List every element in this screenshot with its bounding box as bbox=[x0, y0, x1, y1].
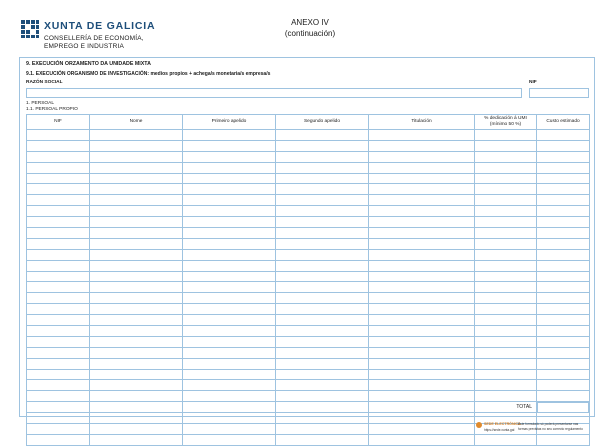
table-row bbox=[27, 228, 590, 239]
table-cell-custo[interactable] bbox=[537, 326, 590, 337]
table-cell-nome[interactable] bbox=[90, 206, 183, 217]
table-cell-nif[interactable] bbox=[27, 369, 90, 380]
table-cell-dedicacion[interactable] bbox=[475, 130, 537, 141]
table-cell-nif[interactable] bbox=[27, 326, 90, 337]
table-cell-primeiro-apelido[interactable] bbox=[183, 358, 276, 369]
annex-title: ANEXO IV bbox=[291, 18, 329, 27]
table-cell-primeiro-apelido[interactable] bbox=[183, 173, 276, 184]
table-cell-titulacion[interactable] bbox=[369, 391, 475, 402]
table-cell-titulacion[interactable] bbox=[369, 347, 475, 358]
table-cell-custo[interactable] bbox=[537, 173, 590, 184]
table-cell-primeiro-apelido[interactable] bbox=[183, 130, 276, 141]
table-cell-nome[interactable] bbox=[90, 140, 183, 151]
table-cell-titulacion[interactable] bbox=[369, 369, 475, 380]
table-cell-nif[interactable] bbox=[27, 228, 90, 239]
table-cell-nif[interactable] bbox=[27, 184, 90, 195]
column-header-segundo-apelido: Segundo apelido bbox=[276, 115, 369, 130]
table-cell-custo[interactable] bbox=[537, 315, 590, 326]
table-cell-dedicacion[interactable] bbox=[475, 336, 537, 347]
table-row bbox=[27, 195, 590, 206]
table-cell-segundo-apelido[interactable] bbox=[276, 151, 369, 162]
table-row bbox=[27, 380, 590, 391]
table-cell-nif[interactable] bbox=[27, 260, 90, 271]
table-cell-segundo-apelido[interactable] bbox=[276, 228, 369, 239]
table-cell-segundo-apelido[interactable] bbox=[276, 434, 369, 445]
table-cell-primeiro-apelido[interactable] bbox=[183, 162, 276, 173]
table-row bbox=[27, 304, 590, 315]
table-cell-segundo-apelido[interactable] bbox=[276, 347, 369, 358]
table-cell-dedicacion[interactable] bbox=[475, 140, 537, 151]
table-cell-titulacion[interactable] bbox=[369, 249, 475, 260]
table-row bbox=[27, 206, 590, 217]
table-cell-dedicacion[interactable] bbox=[475, 195, 537, 206]
table-cell-nome[interactable] bbox=[90, 130, 183, 141]
table-cell-segundo-apelido[interactable] bbox=[276, 282, 369, 293]
total-label: TOTAL bbox=[516, 404, 532, 410]
table-cell-dedicacion[interactable] bbox=[475, 304, 537, 315]
table-row bbox=[27, 184, 590, 195]
table-cell-nome[interactable] bbox=[90, 260, 183, 271]
table-cell-segundo-apelido[interactable] bbox=[276, 140, 369, 151]
personal-label: 1. PERSOAL bbox=[26, 101, 54, 106]
table-cell-nif[interactable] bbox=[27, 217, 90, 228]
table-cell-dedicacion[interactable] bbox=[475, 271, 537, 282]
table-cell-titulacion[interactable] bbox=[369, 336, 475, 347]
table-cell-titulacion[interactable] bbox=[369, 217, 475, 228]
table-cell-segundo-apelido[interactable] bbox=[276, 195, 369, 206]
table-cell-segundo-apelido[interactable] bbox=[276, 130, 369, 141]
table-cell-custo[interactable] bbox=[537, 358, 590, 369]
table-cell-nif[interactable] bbox=[27, 315, 90, 326]
table-row bbox=[27, 238, 590, 249]
column-header-custo: Custo estimado bbox=[537, 115, 590, 130]
table-cell-titulacion[interactable] bbox=[369, 173, 475, 184]
table-cell-dedicacion[interactable] bbox=[475, 434, 537, 445]
table-cell-nome[interactable] bbox=[90, 434, 183, 445]
table-cell-nif[interactable] bbox=[27, 238, 90, 249]
table-cell-nome[interactable] bbox=[90, 195, 183, 206]
footer-url[interactable]: https://sede.xunta.gal bbox=[484, 428, 515, 432]
table-cell-dedicacion[interactable] bbox=[475, 206, 537, 217]
table-cell-nif[interactable] bbox=[27, 293, 90, 304]
table-cell-titulacion[interactable] bbox=[369, 282, 475, 293]
table-cell-dedicacion[interactable] bbox=[475, 162, 537, 173]
table-cell-primeiro-apelido[interactable] bbox=[183, 402, 276, 413]
table-cell-nome[interactable] bbox=[90, 238, 183, 249]
table-cell-custo[interactable] bbox=[537, 336, 590, 347]
table-cell-primeiro-apelido[interactable] bbox=[183, 282, 276, 293]
table-cell-nome[interactable] bbox=[90, 162, 183, 173]
table-cell-nome[interactable] bbox=[90, 369, 183, 380]
table-cell-nif[interactable] bbox=[27, 380, 90, 391]
nif-label: NIF bbox=[529, 80, 537, 85]
table-cell-titulacion[interactable] bbox=[369, 162, 475, 173]
table-cell-titulacion[interactable] bbox=[369, 434, 475, 445]
table-cell-nome[interactable] bbox=[90, 151, 183, 162]
table-cell-primeiro-apelido[interactable] bbox=[183, 140, 276, 151]
table-cell-nome[interactable] bbox=[90, 217, 183, 228]
table-cell-custo[interactable] bbox=[537, 162, 590, 173]
table-cell-segundo-apelido[interactable] bbox=[276, 260, 369, 271]
table-row bbox=[27, 249, 590, 260]
staff-table bbox=[26, 114, 590, 446]
table-cell-dedicacion[interactable] bbox=[475, 369, 537, 380]
table-cell-primeiro-apelido[interactable] bbox=[183, 293, 276, 304]
razon-social-label: RAZÓN SOCIAL bbox=[26, 80, 63, 85]
table-cell-primeiro-apelido[interactable] bbox=[183, 151, 276, 162]
table-cell-segundo-apelido[interactable] bbox=[276, 413, 369, 424]
table-cell-segundo-apelido[interactable] bbox=[276, 391, 369, 402]
column-header-primeiro-apelido: Primeiro apelido bbox=[183, 115, 276, 130]
table-cell-titulacion[interactable] bbox=[369, 184, 475, 195]
table-cell-dedicacion[interactable] bbox=[475, 238, 537, 249]
table-cell-dedicacion[interactable] bbox=[475, 391, 537, 402]
table-cell-nif[interactable] bbox=[27, 271, 90, 282]
table-row bbox=[27, 369, 590, 380]
table-cell-titulacion[interactable] bbox=[369, 271, 475, 282]
table-cell-custo[interactable] bbox=[537, 369, 590, 380]
table-cell-nome[interactable] bbox=[90, 402, 183, 413]
table-cell-segundo-apelido[interactable] bbox=[276, 358, 369, 369]
table-cell-custo[interactable] bbox=[537, 217, 590, 228]
table-cell-segundo-apelido[interactable] bbox=[276, 184, 369, 195]
table-cell-segundo-apelido[interactable] bbox=[276, 424, 369, 435]
table-cell-dedicacion[interactable] bbox=[475, 260, 537, 271]
table-cell-nome[interactable] bbox=[90, 271, 183, 282]
table-cell-nome[interactable] bbox=[90, 184, 183, 195]
table-cell-primeiro-apelido[interactable] bbox=[183, 336, 276, 347]
razon-social-field[interactable] bbox=[26, 88, 522, 98]
table-cell-primeiro-apelido[interactable] bbox=[183, 434, 276, 445]
table-cell-custo[interactable] bbox=[537, 282, 590, 293]
table-cell-nif[interactable] bbox=[27, 140, 90, 151]
table-cell-dedicacion[interactable] bbox=[475, 293, 537, 304]
table-row bbox=[27, 173, 590, 184]
table-cell-segundo-apelido[interactable] bbox=[276, 336, 369, 347]
table-cell-segundo-apelido[interactable] bbox=[276, 315, 369, 326]
table-cell-titulacion[interactable] bbox=[369, 260, 475, 271]
table-cell-titulacion[interactable] bbox=[369, 304, 475, 315]
table-cell-titulacion[interactable] bbox=[369, 402, 475, 413]
sede-logo-icon bbox=[476, 422, 482, 428]
table-cell-primeiro-apelido[interactable] bbox=[183, 326, 276, 337]
table-row bbox=[27, 151, 590, 162]
table-cell-dedicacion[interactable] bbox=[475, 315, 537, 326]
table-cell-nif[interactable] bbox=[27, 282, 90, 293]
table-cell-segundo-apelido[interactable] bbox=[276, 206, 369, 217]
table-cell-titulacion[interactable] bbox=[369, 293, 475, 304]
table-cell-nif[interactable] bbox=[27, 249, 90, 260]
table-row bbox=[27, 358, 590, 369]
table-cell-dedicacion[interactable] bbox=[475, 347, 537, 358]
table-row bbox=[27, 434, 590, 445]
table-cell-nif[interactable] bbox=[27, 402, 90, 413]
column-header-nif: NIF bbox=[27, 115, 90, 130]
footer-line-1: Este formulario só poderá presentarse nas bbox=[518, 422, 579, 426]
table-cell-titulacion[interactable] bbox=[369, 130, 475, 141]
table-cell-nif[interactable] bbox=[27, 434, 90, 445]
table-cell-nome[interactable] bbox=[90, 249, 183, 260]
table-row bbox=[27, 271, 590, 282]
table-cell-titulacion[interactable] bbox=[369, 413, 475, 424]
personal-propio-label: 1.1. PERSOAL PROPIO bbox=[26, 107, 78, 112]
table-cell-dedicacion[interactable] bbox=[475, 151, 537, 162]
table-cell-primeiro-apelido[interactable] bbox=[183, 184, 276, 195]
table-cell-nome[interactable] bbox=[90, 304, 183, 315]
column-header-titulacion: Titulación bbox=[369, 115, 475, 130]
footer-line-2: formas previstas no seu correcto regulamento bbox=[518, 427, 583, 431]
table-cell-custo[interactable] bbox=[537, 140, 590, 151]
table-cell-segundo-apelido[interactable] bbox=[276, 293, 369, 304]
table-cell-segundo-apelido[interactable] bbox=[276, 326, 369, 337]
annex-subtitle: (continuación) bbox=[284, 29, 336, 38]
table-cell-primeiro-apelido[interactable] bbox=[183, 260, 276, 271]
table-cell-nome[interactable] bbox=[90, 293, 183, 304]
galicia-flag-icon bbox=[20, 19, 40, 39]
table-cell-primeiro-apelido[interactable] bbox=[183, 238, 276, 249]
table-cell-primeiro-apelido[interactable] bbox=[183, 413, 276, 424]
table-cell-nome[interactable] bbox=[90, 424, 183, 435]
table-cell-nif[interactable] bbox=[27, 195, 90, 206]
table-cell-titulacion[interactable] bbox=[369, 238, 475, 249]
table-cell-custo[interactable] bbox=[537, 260, 590, 271]
table-cell-nif[interactable] bbox=[27, 424, 90, 435]
table-cell-segundo-apelido[interactable] bbox=[276, 369, 369, 380]
table-cell-segundo-apelido[interactable] bbox=[276, 271, 369, 282]
table-row bbox=[27, 391, 590, 402]
table-cell-primeiro-apelido[interactable] bbox=[183, 424, 276, 435]
table-row bbox=[27, 326, 590, 337]
table-cell-dedicacion[interactable] bbox=[475, 282, 537, 293]
table-cell-custo[interactable] bbox=[537, 391, 590, 402]
table-row bbox=[27, 336, 590, 347]
table-cell-custo[interactable] bbox=[537, 184, 590, 195]
table-cell-nome[interactable] bbox=[90, 326, 183, 337]
table-row bbox=[27, 293, 590, 304]
table-cell-segundo-apelido[interactable] bbox=[276, 217, 369, 228]
table-cell-dedicacion[interactable] bbox=[475, 249, 537, 260]
table-cell-nif[interactable] bbox=[27, 151, 90, 162]
table-cell-nome[interactable] bbox=[90, 358, 183, 369]
table-cell-titulacion[interactable] bbox=[369, 326, 475, 337]
table-cell-custo[interactable] bbox=[537, 434, 590, 445]
table-cell-segundo-apelido[interactable] bbox=[276, 380, 369, 391]
table-cell-nif[interactable] bbox=[27, 173, 90, 184]
subsection-title: 9.1. EXECUCIÓN ORGANISMO DE INVESTIGACIÓN: medios propios + achega/s monetaria/s empresa/s bbox=[26, 71, 271, 77]
table-cell-nif[interactable] bbox=[27, 206, 90, 217]
table-cell-custo[interactable] bbox=[537, 304, 590, 315]
table-cell-primeiro-apelido[interactable] bbox=[183, 206, 276, 217]
table-cell-nome[interactable] bbox=[90, 228, 183, 239]
table-row bbox=[27, 162, 590, 173]
table-cell-dedicacion[interactable] bbox=[475, 184, 537, 195]
total-field[interactable] bbox=[537, 402, 589, 413]
table-cell-primeiro-apelido[interactable] bbox=[183, 391, 276, 402]
table-cell-dedicacion[interactable] bbox=[475, 228, 537, 239]
table-cell-custo[interactable] bbox=[537, 293, 590, 304]
org-line-2: EMPREGO E INDUSTRIA bbox=[44, 43, 125, 50]
table-cell-primeiro-apelido[interactable] bbox=[183, 347, 276, 358]
table-cell-dedicacion[interactable] bbox=[475, 326, 537, 337]
table-cell-nif[interactable] bbox=[27, 358, 90, 369]
table-cell-titulacion[interactable] bbox=[369, 195, 475, 206]
table-cell-custo[interactable] bbox=[537, 238, 590, 249]
table-cell-custo[interactable] bbox=[537, 249, 590, 260]
table-cell-nome[interactable] bbox=[90, 413, 183, 424]
table-row bbox=[27, 260, 590, 271]
table-cell-custo[interactable] bbox=[537, 380, 590, 391]
table-cell-segundo-apelido[interactable] bbox=[276, 304, 369, 315]
table-cell-dedicacion[interactable] bbox=[475, 380, 537, 391]
table-cell-dedicacion[interactable] bbox=[475, 173, 537, 184]
table-cell-primeiro-apelido[interactable] bbox=[183, 249, 276, 260]
table-cell-titulacion[interactable] bbox=[369, 206, 475, 217]
table-cell-primeiro-apelido[interactable] bbox=[183, 315, 276, 326]
table-cell-segundo-apelido[interactable] bbox=[276, 402, 369, 413]
org-line-1: CONSELLERÍA DE ECONOMÍA, bbox=[44, 35, 144, 42]
table-cell-segundo-apelido[interactable] bbox=[276, 162, 369, 173]
table-cell-primeiro-apelido[interactable] bbox=[183, 195, 276, 206]
table-cell-nif[interactable] bbox=[27, 304, 90, 315]
table-row bbox=[27, 140, 590, 151]
table-cell-primeiro-apelido[interactable] bbox=[183, 304, 276, 315]
nif-field[interactable] bbox=[529, 88, 589, 98]
table-cell-nome[interactable] bbox=[90, 315, 183, 326]
table-cell-nif[interactable] bbox=[27, 336, 90, 347]
table-row bbox=[27, 282, 590, 293]
table-cell-nome[interactable] bbox=[90, 391, 183, 402]
table-cell-nome[interactable] bbox=[90, 336, 183, 347]
table-cell-dedicacion[interactable] bbox=[475, 358, 537, 369]
table-row bbox=[27, 347, 590, 358]
table-cell-primeiro-apelido[interactable] bbox=[183, 369, 276, 380]
table-cell-nome[interactable] bbox=[90, 282, 183, 293]
table-cell-titulacion[interactable] bbox=[369, 424, 475, 435]
table-cell-titulacion[interactable] bbox=[369, 151, 475, 162]
table-cell-dedicacion[interactable] bbox=[475, 217, 537, 228]
table-cell-custo[interactable] bbox=[537, 271, 590, 282]
table-cell-nif[interactable] bbox=[27, 347, 90, 358]
table-cell-titulacion[interactable] bbox=[369, 228, 475, 239]
table-cell-segundo-apelido[interactable] bbox=[276, 249, 369, 260]
column-header-nome: Nome bbox=[90, 115, 183, 130]
table-cell-nome[interactable] bbox=[90, 380, 183, 391]
table-cell-nif[interactable] bbox=[27, 130, 90, 141]
table-cell-nif[interactable] bbox=[27, 391, 90, 402]
table-row bbox=[27, 130, 590, 141]
table-cell-primeiro-apelido[interactable] bbox=[183, 228, 276, 239]
sede-brand: SEDE ELECTRÓNICA bbox=[484, 422, 521, 426]
table-cell-primeiro-apelido[interactable] bbox=[183, 271, 276, 282]
table-cell-titulacion[interactable] bbox=[369, 315, 475, 326]
table-cell-segundo-apelido[interactable] bbox=[276, 238, 369, 249]
table-cell-primeiro-apelido[interactable] bbox=[183, 380, 276, 391]
table-cell-custo[interactable] bbox=[537, 130, 590, 141]
table-cell-titulacion[interactable] bbox=[369, 140, 475, 151]
table-cell-titulacion[interactable] bbox=[369, 358, 475, 369]
table-cell-nome[interactable] bbox=[90, 173, 183, 184]
table-cell-custo[interactable] bbox=[537, 151, 590, 162]
table-row bbox=[27, 217, 590, 228]
table-cell-nome[interactable] bbox=[90, 347, 183, 358]
org-name: XUNTA DE GALICIA bbox=[44, 20, 156, 32]
table-cell-segundo-apelido[interactable] bbox=[276, 173, 369, 184]
column-header-dedicacion: % dedicación á UMI (mínimo 50 %) bbox=[475, 115, 537, 130]
table-cell-nif[interactable] bbox=[27, 413, 90, 424]
table-cell-custo[interactable] bbox=[537, 228, 590, 239]
table-cell-titulacion[interactable] bbox=[369, 380, 475, 391]
table-row bbox=[27, 315, 590, 326]
table-header-row bbox=[27, 115, 590, 130]
table-cell-custo[interactable] bbox=[537, 206, 590, 217]
table-cell-custo[interactable] bbox=[537, 195, 590, 206]
table-cell-primeiro-apelido[interactable] bbox=[183, 217, 276, 228]
table-cell-nif[interactable] bbox=[27, 162, 90, 173]
section-title: 9. EXECUCIÓN ORZAMENTO DA UNIDADE MIXTA bbox=[26, 61, 151, 67]
table-cell-custo[interactable] bbox=[537, 347, 590, 358]
